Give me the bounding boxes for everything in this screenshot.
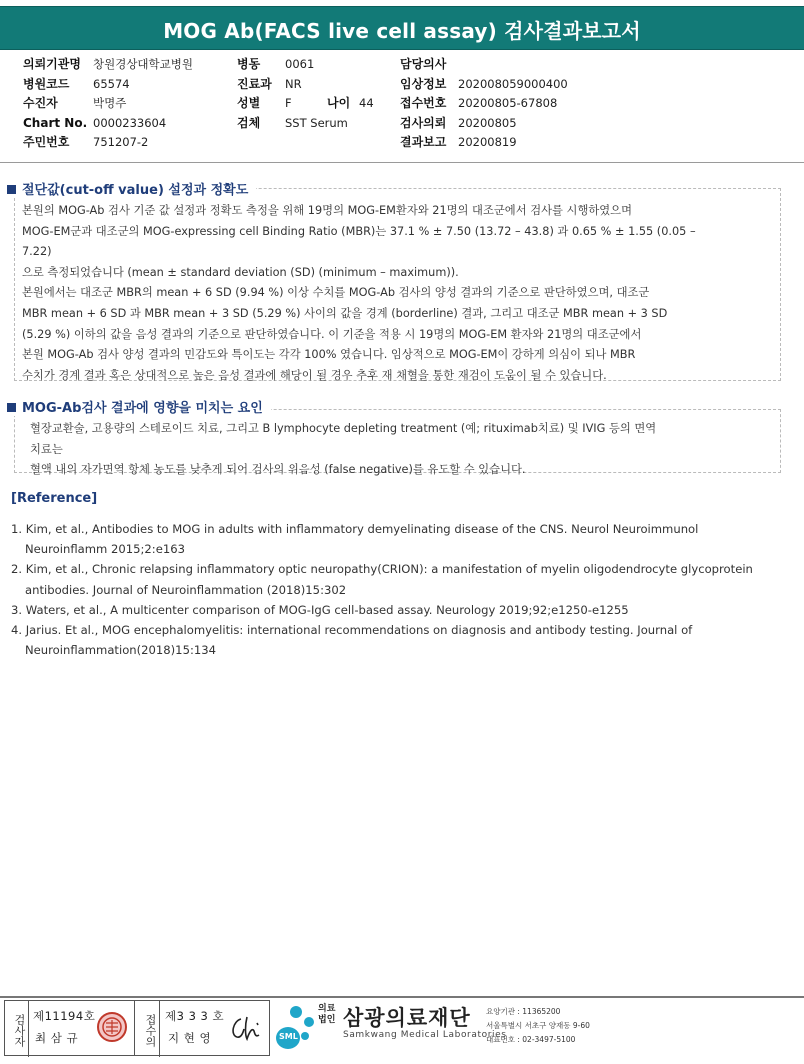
- text-line: 으로 측정되었습니다 (mean ± standard deviation (SD) (minimum – maximum)).: [22, 265, 459, 279]
- info-value: 20200819: [458, 135, 517, 149]
- text-line: 본원의 MOG-Ab 검사 기준 값 설정과 정확도 측정을 위해 19명의 MOG-EM환자와 21명의 대조군에서 검사를 시행하였으며: [22, 204, 633, 217]
- text-line: (5.29 %) 이하의 값을 음성 결과의 기준으로 판단하였습니다. 이 기준을 적용 시 19명의 MOG-EM 환자와 21명의 대조군에서: [22, 327, 642, 341]
- text-line: 본원 MOG-Ab 검사 양성 결과의 민감도와 특이도는 각각 100% 였습니다. 임상적으로 MOG-EM이 강하게 의심이 되나 MBR: [22, 348, 636, 362]
- age-label: 나이: [327, 96, 351, 110]
- cell-border: [134, 1001, 135, 1055]
- sml-logo-icon: [274, 1002, 318, 1056]
- info-row: [237, 114, 374, 134]
- section1-text: [22, 201, 782, 386]
- info-row: [23, 94, 193, 114]
- text-line: 혈액 내의 자가면역 항체 농도를 낮추게 되어 검사의 위음성 (false negative)를 유도할 수 있습니다.: [30, 463, 526, 477]
- text-line: 7.22): [22, 245, 52, 259]
- info-row: [400, 94, 568, 114]
- info-value: 20200805-67808: [458, 96, 558, 110]
- reviewer-license-no: 제3 3 3 호: [165, 1009, 225, 1023]
- text-line: 본원에서는 대조군 MBR의 mean + 6 SD (9.94 %) 이상 수치를 MOG-Ab 검사의 양성 결과의 기준으로 판단하였으며, 대조군: [22, 286, 650, 300]
- reviewer-label: 접수의: [136, 1001, 160, 1057]
- info-label: 성별: [237, 96, 261, 110]
- info-row: [237, 94, 374, 114]
- section1-heading: [7, 179, 256, 198]
- info-label: 담당의사: [400, 57, 447, 71]
- info-row: [23, 75, 193, 95]
- org-info-line: 서울특별시 서초구 양재동 9-60: [486, 1021, 590, 1030]
- section2-heading-text: MOG-Ab검사 결과에 영향을 미치는 요인: [22, 401, 263, 416]
- age-value: 44: [359, 96, 374, 110]
- tester-seal-icon: [96, 1011, 128, 1043]
- footer-divider: [0, 996, 804, 998]
- info-row: [400, 55, 568, 75]
- signature-icon: [227, 1013, 265, 1047]
- info-row: [23, 133, 193, 153]
- reference-list: [11, 519, 771, 660]
- info-row: [237, 55, 374, 75]
- text-line: 혈장교환술, 고용량의 스테로이드 치료, 그리고 B lymphocyte depleting treatment (예; rituximab치료) 및 IVIG 등의 면역: [30, 422, 657, 435]
- section1-heading-text: 절단값(cut-off value) 설정과 정확도: [22, 183, 249, 198]
- reviewer-name: 지 현 영: [168, 1031, 212, 1045]
- text-line: 수치가 경계 결과 혹은 상대적으로 높은 음성 결과에 해당이 될 경우 추후 재 채혈을 통한 재검이 도움이 될 수 있습니다.: [22, 368, 607, 382]
- info-row: [400, 114, 568, 134]
- reference-item: 3. Waters, et al., A multicenter comparison of MOG-IgG cell-based assay. Neurology 2019;92;e1250-e1255: [11, 602, 629, 617]
- reference-heading: [Reference]: [11, 491, 98, 506]
- reference-item: 4. Jarius. Et al., MOG encephalomyelitis: international recommendations on diagnosis and antibody testing. Journal of Neuroinflammation(2018)15:134: [11, 623, 693, 658]
- patient-info-col1: [23, 55, 193, 153]
- text-line: 치료는: [30, 442, 63, 456]
- info-row: [400, 133, 568, 153]
- info-value: 박명주: [93, 96, 127, 110]
- report-title: MOG Ab(FACS live cell assay) 검사결과보고서: [163, 19, 641, 43]
- info-label: 주민번호: [23, 135, 70, 149]
- info-row: [237, 75, 374, 95]
- info-row: [23, 55, 193, 75]
- text-line: MOG-EM군과 대조군의 MOG-expressing cell Binding Ratio (MBR)는 37.1 % ± 7.50 (13.72 – 43.8) 과 0.65 % ± 1.55 (0.05 –: [22, 224, 696, 238]
- info-value: 202008059000400: [458, 76, 568, 91]
- info-label: 검사의뢰: [400, 115, 447, 130]
- info-value: SST Serum: [285, 115, 348, 130]
- info-value: 0000233604: [93, 115, 167, 130]
- info-label: 임상정보: [400, 76, 447, 91]
- info-label: 검체: [237, 115, 261, 130]
- reference-item: 1. Kim, et al., Antibodies to MOG in adults with inflammatory demyelinating disease of the CNS. Neurol Neuroimmunol Neuroinflamm 2015;2:e163: [11, 522, 699, 557]
- patient-info-col2: [237, 55, 374, 133]
- info-label: 의뢰기관명: [23, 57, 81, 71]
- org-name: 삼광의료재단: [343, 1006, 471, 1030]
- info-label: 결과보고: [400, 135, 447, 149]
- square-bullet-icon: [7, 403, 16, 412]
- info-label: 병원코드: [23, 76, 70, 91]
- org-name-en: Samkwang Medical Laboratories: [343, 1030, 507, 1040]
- sml-logo-text: SML: [279, 1032, 298, 1041]
- org-info-line: 요양기관 : 11365200: [486, 1007, 561, 1016]
- report-title-bar: [0, 6, 804, 50]
- info-value: 751207-2: [93, 135, 149, 149]
- info-label: 병동: [237, 57, 261, 71]
- info-value: F: [285, 96, 292, 110]
- info-label: 접수번호: [400, 96, 447, 110]
- text-line: MBR mean + 6 SD 과 MBR mean + 3 SD (5.29 %) 사이의 값을 경계 (borderline) 결과, 그리고 대조군 MBR mean + 3 SD: [22, 306, 668, 320]
- info-label: 수진자: [23, 96, 58, 110]
- signature-box: [4, 1000, 270, 1056]
- org-info: [486, 1005, 590, 1047]
- info-value: 창원경상대학교병원: [93, 57, 193, 71]
- tester-name: 최 삼 규: [35, 1031, 79, 1045]
- info-row: [23, 114, 193, 134]
- org-prefix: 의료법인: [318, 1004, 336, 1025]
- info-divider: [0, 162, 804, 163]
- tester-license-no: 제11194호: [33, 1009, 96, 1023]
- info-label: Chart No.: [23, 115, 88, 130]
- patient-info-col3: [400, 55, 568, 153]
- section2-text: [30, 419, 780, 481]
- info-value: 20200805: [458, 115, 517, 130]
- info-row: [400, 75, 568, 95]
- info-value: 0061: [285, 57, 315, 71]
- tester-label: 검사자: [5, 1001, 29, 1057]
- org-info-line: 대표번호 : 02-3497-5100: [486, 1035, 576, 1044]
- info-value: NR: [285, 76, 302, 91]
- section2-heading: [7, 397, 271, 416]
- info-value: 65574: [93, 76, 130, 91]
- info-label: 진료과: [237, 76, 272, 91]
- square-bullet-icon: [7, 185, 16, 194]
- reference-item: 2. Kim, et al., Chronic relapsing inflammatory optic neuropathy(CRION): a manifestation of myelin oligodendrocyte glycoprotein antibodies. Journal of Neuroinflammation (2018)15:302: [11, 562, 753, 597]
